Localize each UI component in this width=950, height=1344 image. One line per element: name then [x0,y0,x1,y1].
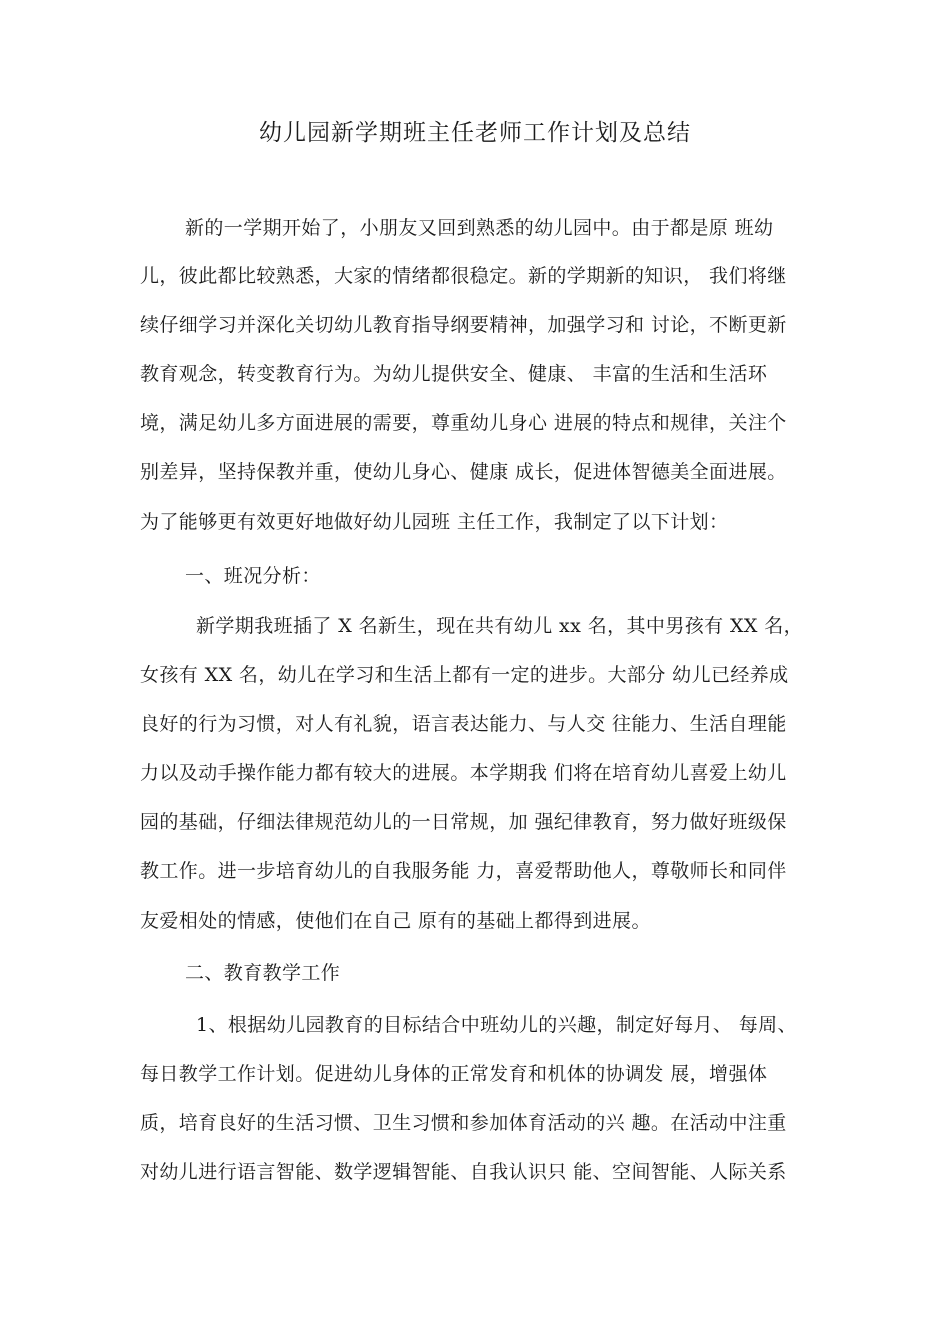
section-heading: 二、教育教学工作 [185,962,341,984]
paragraph-line: 别差异，坚持保教并重，使幼儿身心、健康 成长，促进体智德美全面进展。 [140,461,787,483]
paragraph-line: 新的一学期开始了，小朋友又回到熟悉的幼儿园中。由于都是原 班幼 [185,217,774,239]
paragraph-line: 续仔细学习并深化关切幼儿教育指导纲要精神，加强学习和 讨论，不断更新 [140,314,787,336]
paragraph-line: 园的基础，仔细法律规范幼儿的一日常规，加 强纪律教育，努力做好班级保 [140,811,787,833]
paragraph-line: 教育观念，转变教育行为。为幼儿提供安全、健康、 丰富的生活和生活环 [140,363,768,385]
paragraph-line: 对幼儿进行语言智能、数学逻辑智能、自我认识只 能、空间智能、人际关系 [140,1161,787,1183]
paragraph-line: 儿，彼此都比较熟悉，大家的情绪都很稳定。新的学期新的知识， 我们将继 [140,265,787,287]
paragraph-line: 友爱相处的情感，使他们在自己 原有的基础上都得到进展。 [140,910,651,932]
paragraph-line: 每日教学工作计划。促进幼儿身体的正常发育和机体的协调发 展，增强体 [140,1063,768,1085]
paragraph-line: 良好的行为习惯，对人有礼貌，语言表达能力、与人交 往能力、生活自理能 [140,713,787,735]
document-title: 幼儿园新学期班主任老师工作计划及总结 [259,120,691,146]
paragraph-line: 力以及动手操作能力都有较大的进展。本学期我 们将在培育幼儿喜爱上幼儿 [140,762,787,784]
paragraph-line: 1、根据幼儿园教育的目标结合中班幼儿的兴趣，制定好每月、 每周、 [196,1014,797,1036]
paragraph-line: 新学期我班插了 X 名新生，现在共有幼儿 xx 名，其中男孩有 XX 名， [196,615,804,637]
paragraph-line: 境，满足幼儿多方面进展的需要，尊重幼儿身心 进展的特点和规律，关注个 [140,412,787,434]
section-heading: 一、班况分析： [185,565,321,587]
paragraph-line: 女孩有 XX 名，幼儿在学习和生活上都有一定的进步。大部分 幼儿已经养成 [140,664,789,686]
paragraph-line: 为了能够更有效更好地做好幼儿园班 主任工作，我制定了以下计划： [140,511,729,533]
paragraph-line: 教工作。进一步培育幼儿的自我服务能 力，喜爱帮助他人，尊敬师长和同伴 [140,860,787,882]
paragraph-line: 质，培育良好的生活习惯、卫生习惯和参加体育活动的兴 趣。在活动中注重 [140,1112,787,1134]
